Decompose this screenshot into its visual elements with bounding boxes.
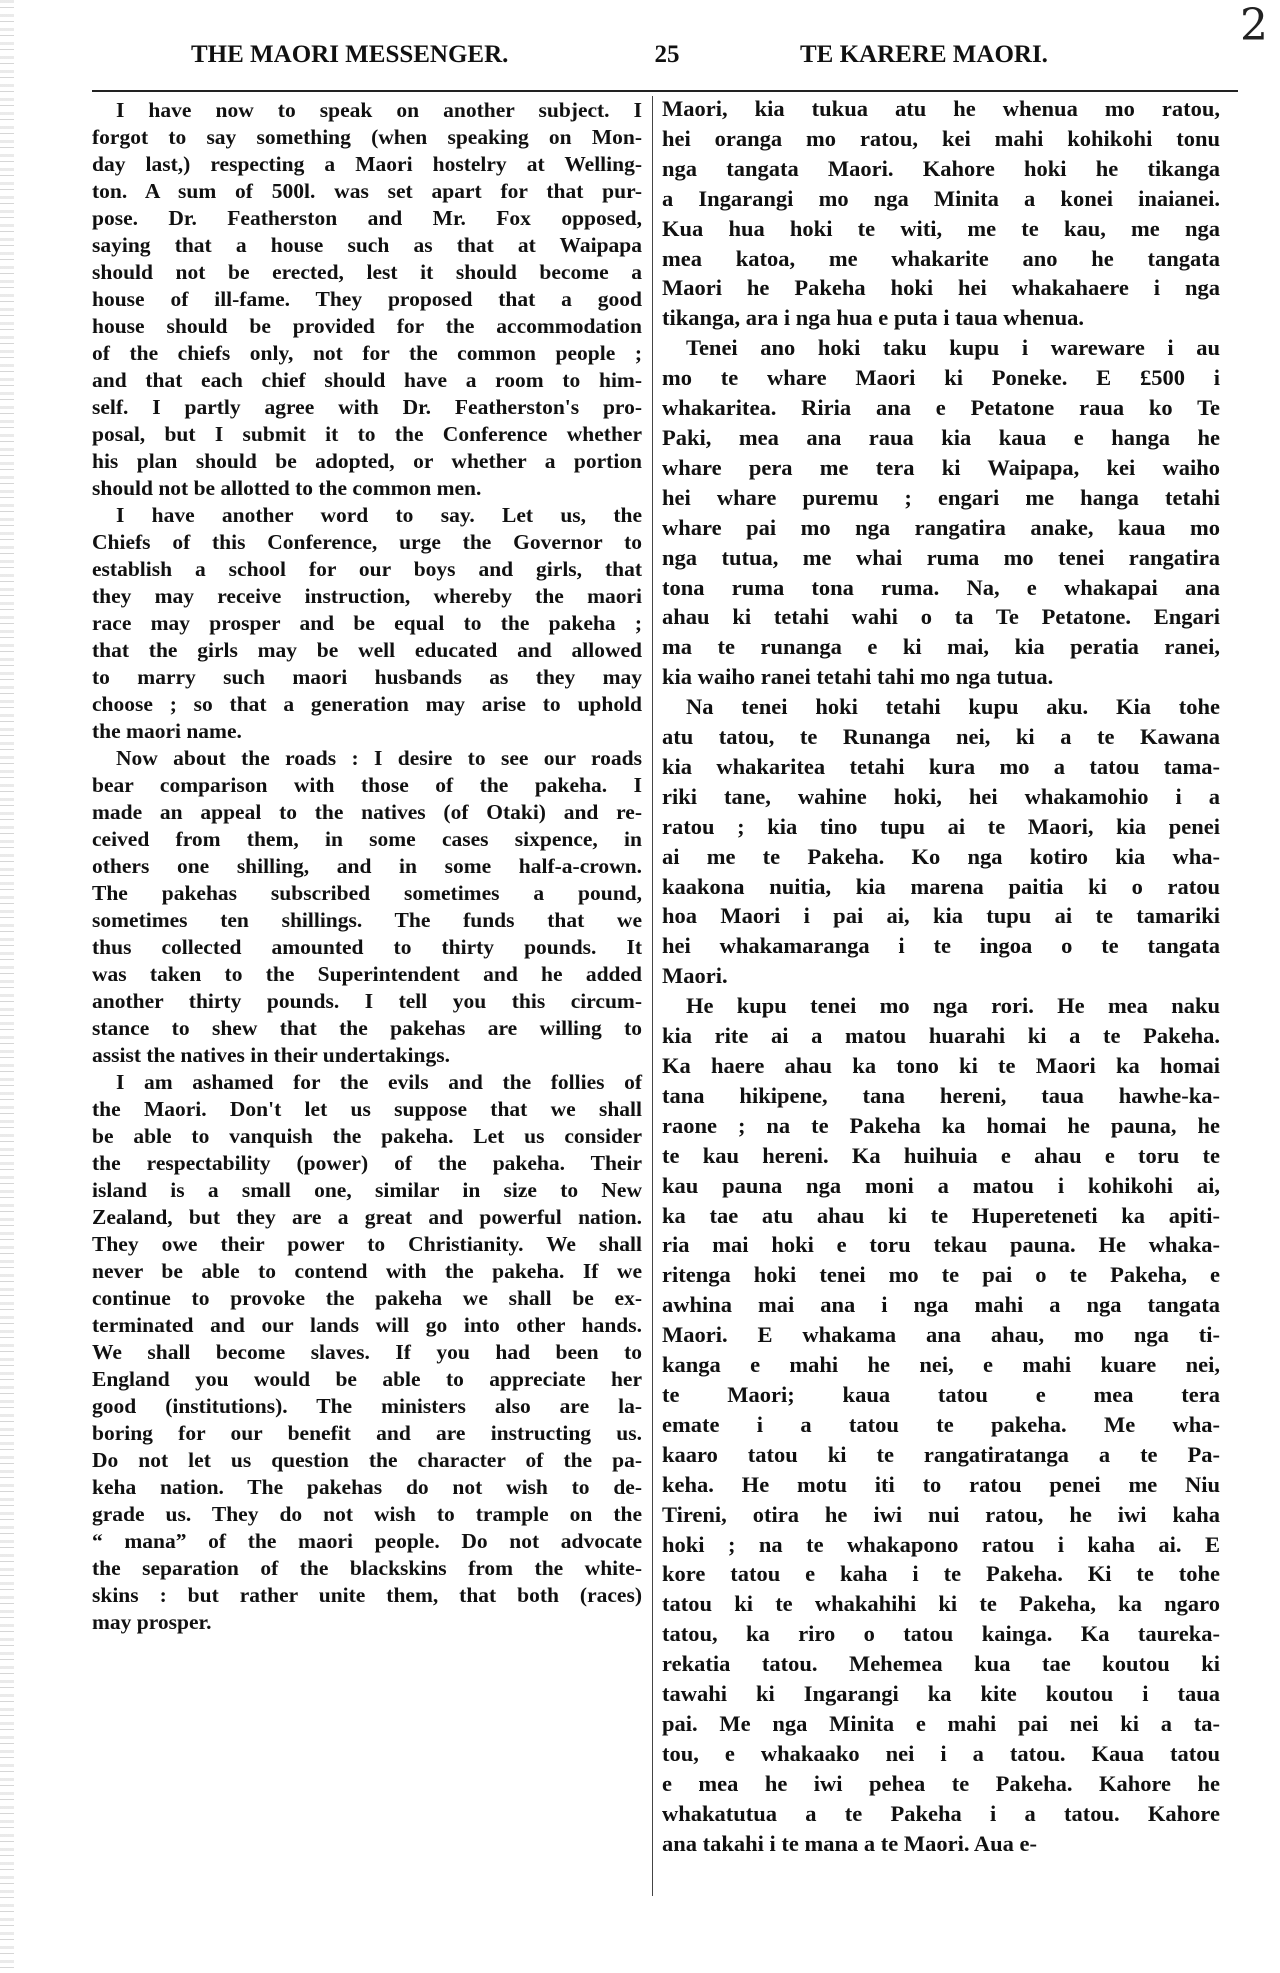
text-line: We shall become slaves. If you had been to [92,1340,642,1364]
text-line: raone ; na te Pakeha ka homai he pauna, he [662,1112,1220,1138]
text-line: Do not let us question the character of the pa- [92,1448,642,1472]
text-line: tawahi ki Ingarangi ka kite koutou i taua [662,1681,1220,1707]
text-line: of the chiefs only, not for the common people ; [92,341,642,365]
text-line: hoki ; na te whakapono ratou i kaha ai. E [662,1531,1220,1557]
text-line: the separation of the blackskins from the white- [92,1556,642,1580]
text-line: Paki, mea ana raua kia kaua e hanga he [662,424,1220,450]
text-line: a Ingarangi mo nga Minita a konei inaianei. [662,185,1220,211]
text-line: Maori he Pakeha hoki hei whakahaere i nga [662,275,1220,301]
text-line: sometimes ten shillings. The funds that we [92,908,642,932]
text-line: never be able to contend with the pakeha. If we [92,1259,642,1283]
text-line: ria mai hoki e toru tekau pauna. He whaka- [662,1232,1220,1258]
text-line: tatou, ka riro o tatou kainga. Ka taureka- [662,1621,1220,1647]
text-line: ana takahi i te mana a te Maori. Aua e- [662,1830,1037,1856]
text-line: bear comparison with those of the pakeha. I [92,773,642,797]
text-line: thus collected amounted to thirty pounds. It [92,935,642,959]
text-line: atu tatou, te Runanga nei, ki a te Kawana [662,724,1220,750]
text-line: that the girls may be well educated and allowed [92,638,642,662]
text-line: terminated and our lands will go into other hands. [92,1313,642,1337]
text-line: te Maori; kaua tatou e mea tera [662,1381,1220,1407]
text-line: race may prosper and be equal to the pakeha ; [92,611,642,635]
paragraph [92,502,642,745]
text-line: his plan should be adopted, or whether a portion [92,449,642,473]
text-line: made an appeal to the natives (of Otaki) and re- [92,800,642,824]
handwritten-margin-mark: 2 [1240,0,1268,51]
english-column [92,97,642,1636]
text-line: should not be allotted to the common men. [92,476,482,500]
text-line: nga tutua, me whai ruma mo tenei rangatira [662,544,1220,570]
text-line: Tireni, otira he iwi nui ratou, he iwi kaha [662,1501,1220,1527]
column-divider [652,96,653,1896]
masthead-english-title: THE MAORI MESSENGER. [191,41,509,68]
text-line: establish a school for our boys and girls, that [92,557,642,581]
text-line: Maori. E whakama ana ahau, mo nga ti- [662,1322,1220,1348]
text-line: tikanga, ara i nga hua e puta i taua whenua. [662,305,1084,331]
text-line: awhina mai ana i nga mahi a nga tangata [662,1292,1220,1318]
text-line: kaaro tatou ki te rangatiratanga a te Pa- [662,1441,1220,1467]
text-line: kau pauna nga moni a matou i kohikohi ai, [662,1172,1220,1198]
text-line: I have now to speak on another subject. I [116,98,642,122]
header-rule [92,90,1238,92]
text-line: ka tae atu ahau ki te Hupereteneti ka apiti- [662,1202,1220,1228]
text-line: tona ruma tona ruma. Na, e whakapai ana [662,574,1220,600]
text-line: day last,) respecting a Maori hostelry at Welling- [92,152,642,176]
text-line: ritenga hoki tenei mo te pai o te Pakeha, e [662,1262,1220,1288]
text-line: ma te runanga e ki mai, kia peratia ranei, [662,634,1220,660]
text-line: Tenei ano hoki taku kupu i wareware i au [686,335,1220,361]
text-line: the maori name. [92,719,242,743]
text-line: Zealand, but they are a great and powerful nation. [92,1205,642,1229]
text-line: whakatutua a te Pakeha i a tatou. Kahore [662,1800,1220,1826]
text-line: whare pai mo nga rangatira anake, kaua mo [662,514,1220,540]
text-line: stance to shew that the pakehas are willing to [92,1016,642,1040]
text-line: continue to provoke the pakeha we shall be ex- [92,1286,642,1310]
text-line: e mea he iwi pehea te Pakeha. Kahore he [662,1770,1220,1796]
text-line: Ka haere ahau ka tono ki te Maori ka homai [662,1053,1220,1078]
text-line: They owe their power to Christianity. We shall [92,1232,642,1256]
text-line: ai me te Pakeha. Ko nga kotiro kia wha- [662,843,1220,869]
text-line: kia waiho ranei tetahi tahi mo nga tutua. [662,664,1054,690]
text-line: self. I partly agree with Dr. Featherston's pro- [92,395,642,419]
text-line: keha nation. The pakehas do not wish to de- [92,1475,642,1499]
text-line: posal, but I submit it to the Conference whether [92,422,642,446]
paragraph [662,692,1220,991]
page-number: 25 [654,41,680,68]
text-line: hei whakamaranga i te ingoa o te tangata [662,933,1220,959]
text-line: hoa Maori i pai ai, kia tupu ai te tamariki [662,903,1220,929]
text-line: Chiefs of this Conference, urge the Governor to [92,530,642,554]
text-line: The pakehas subscribed sometimes a pound, [92,881,642,905]
text-line: house of ill-fame. They proposed that a good [92,287,642,311]
text-line: assist the natives in their undertakings. [92,1043,450,1067]
text-line: skins : but rather unite them, that both (races) [92,1583,642,1607]
text-line: the Maori. Don't let us suppose that we shall [92,1097,642,1121]
text-line: the respectability (power) of the pakeha. Their [92,1151,642,1175]
paragraph [662,991,1220,1858]
text-line: I am ashamed for the evils and the follies of [116,1070,642,1094]
text-line: hei oranga mo ratou, kei mahi kohikohi tonu [662,125,1220,151]
text-line: they may receive instruction, whereby the maori [92,584,642,608]
text-line: kia whakaritea tetahi kura mo a tatou tama- [662,753,1220,779]
text-line: good (institutions). The ministers also are la- [92,1394,642,1418]
text-line: Maori. [662,963,728,989]
text-line: whakaritea. Riria ana e Petatone raua ko Te [662,395,1220,421]
text-line: choose ; so that a generation may arise to uphold [92,692,642,716]
text-line: should not be erected, lest it should become a [92,260,642,284]
text-line: to marry such maori husbands as they may [92,665,642,689]
text-line: forgot to say something (when speaking on Mon- [92,125,642,149]
text-line: pai. Me nga Minita e mahi pai nei ki a ta- [662,1710,1220,1736]
text-line: kanga e mahi he nei, e mahi kuare nei, [662,1352,1220,1378]
text-line: boring for our benefit and are instructing us. [92,1421,642,1445]
text-line: Maori, kia tukua atu he whenua mo ratou, [662,96,1220,121]
text-line: pose. Dr. Featherston and Mr. Fox opposed, [92,206,642,230]
paragraph [92,1069,642,1636]
text-line: ton. A sum of 500l. was set apart for that pur- [92,179,642,203]
text-line: keha. He motu iti to ratou penei me Niu [662,1471,1220,1497]
text-line: te kau hereni. Ka huihuia e ahau e toru te [662,1142,1220,1168]
paragraph [92,97,642,502]
text-line: mea katoa, me whakarite ano he tangata [662,245,1220,271]
text-line: grade us. They do not wish to trample on the [92,1502,642,1526]
paragraph [92,745,642,1069]
text-line: kaakona nuitia, kia marena paitia ki o ratou [662,873,1220,899]
text-line: saying that a house such as that at Waipapa [92,233,642,257]
text-line: emate i a tatou te pakeha. Me wha- [662,1411,1220,1437]
text-line: mo te whare Maori ki Poneke. E £500 i [662,365,1220,391]
text-line: rekatia tatou. Mehemea kua tae koutou ki [662,1651,1220,1677]
text-line: ceived from them, in some cases sixpence, in [92,827,642,851]
text-line: and that each chief should have a room to him- [92,368,642,392]
text-line: England you would be able to appreciate her [92,1367,642,1391]
text-line: Kua hua hoki te witi, me te kau, me nga [662,215,1220,241]
text-line: nga tangata Maori. Kahore hoki he tikanga [662,155,1220,181]
text-line: I have another word to say. Let us, the [116,503,642,527]
text-line: island is a small one, similar in size to New [92,1178,642,1202]
text-line: ratou ; kia tino tupu ai te Maori, kia penei [662,813,1220,839]
text-line: may prosper. [92,1610,212,1634]
text-line: others one shilling, and in some half-a-crown. [92,854,642,878]
text-line: hei whare puremu ; engari me hanga tetahi [662,484,1220,510]
text-line: house should be provided for the accommodation [92,314,642,338]
text-line: another thirty pounds. I tell you this circum- [92,989,642,1013]
text-line: ahau ki tetahi wahi o ta Te Petatone. Engari [662,604,1220,630]
text-line: kia rite ai a matou huarahi ki a te Pakeha. [662,1023,1220,1049]
text-line: “ mana” of the maori people. Do not advocate [92,1529,642,1553]
text-line: Now about the roads : I desire to see our roads [116,746,642,770]
text-line: tana hikipene, tana hereni, taua hawhe-ka- [662,1082,1220,1108]
paragraph [662,94,1220,333]
text-line: He kupu tenei mo nga rori. He mea naku [686,993,1220,1019]
paragraph [662,333,1220,692]
text-line: was taken to the Superintendent and he added [92,962,642,986]
text-line: kore tatou e kaha i te Pakeha. Ki te tohe [662,1561,1220,1587]
scan-edge-artifact [0,0,14,1973]
text-line: Na tenei hoki tetahi kupu aku. Kia tohe [686,694,1220,720]
text-line: tou, e whakaako nei i a tatou. Kaua tatou [662,1740,1220,1766]
text-line: tatou ki te whakahihi ki te Pakeha, ka ngaro [662,1591,1220,1617]
masthead-maori-title: TE KARERE MAORI. [800,41,1048,68]
maori-column [662,94,1220,1858]
text-line: whare pera me tera ki Waipapa, kei waiho [662,454,1220,480]
text-line: be able to vanquish the pakeha. Let us consider [92,1124,642,1148]
text-line: riki tane, wahine hoki, hei whakamohio i a [662,783,1220,809]
